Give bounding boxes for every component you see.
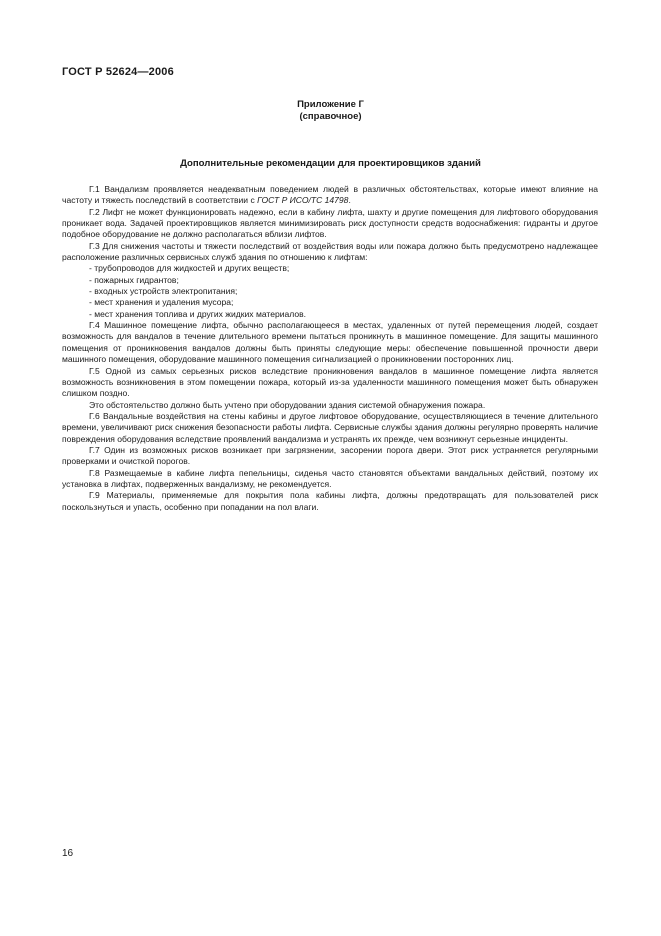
list-item: - пожарных гидрантов;: [89, 274, 179, 285]
paragraph-g1-end: .: [348, 195, 351, 206]
document-body: [62, 184, 598, 513]
paragraph-g2: Г.2 Лифт не может функционировать надежно, если в кабину лифта, шахту и другие помещения для лифтового оборудования проникает вода. Задачей проектировщиков является минимизировать риск доступности средств водоснабжения: гидранты и другое подобное оборудование не должно располагаться вблизи лифтов.: [62, 206, 598, 240]
paragraph-g5-note: Это обстоятельство должно быть учтено при оборудовании здания системой обнаружения пожара.: [89, 399, 486, 410]
paragraph-g1-text: Г.1 Вандализм проявляется неадекватным поведением людей в различных обстоятельствах, которые имеют влияние на частоту и тяжесть последствий в соответствии с: [62, 184, 598, 206]
appendix-heading: [0, 99, 661, 123]
list-item: - мест хранения топлива и других жидких материалов.: [89, 308, 306, 319]
paragraph-g9: Г.9 Материалы, применяемые для покрытия пола кабины лифта, должны предотвращать для пользователей риск поскользнуться и упасть, особенно при попадании на пол влаги.: [62, 490, 598, 512]
appendix-title: Приложение Г: [297, 99, 364, 110]
paragraph-g4: Г.4 Машинное помещение лифта, обычно располагающееся в местах, удаленных от путей перемещения людей, создает возможность для вандалов в течение длительного времени пытаться проникнуть в машинное помещение. Для защиты машинного помещения от проникновения вандалов должны быть приняты следующие меры: обеспечение повышенной прочности двери машинного помещения, оборудование машинного помещения сигнализацией о проникновении посторонних лиц.: [62, 320, 598, 365]
paragraph-g3: Г.3 Для снижения частоты и тяжести последствий от воздействия воды или пожара должно быть предусмотрено надлежащее расположение различных сервисных служб здания по отношению к лифтам:: [62, 240, 598, 263]
paragraph-g6: Г.6 Вандальные воздействия на стены кабины и другое лифтовое оборудование, осуществляющиеся в течение длительного времени, увеличивают риск снижения безопасности работы лифта. Сервисные службы здания должны регулярно проверять наличие повреждения оборудования вследствие проявлений вандализма и устранять их прежде, чем возникнут серьезные инциденты.: [62, 410, 598, 444]
page-number: 16: [62, 848, 74, 859]
paragraph-g5: Г.5 Одной из самых серьезных рисков вследствие проникновения вандалов в машинное помещение лифта является возможность возникновения в этом помещении пожара, который из-за удаленности машинного помещения может быть обнаружен слишком поздно.: [62, 365, 598, 399]
list-item: - мест хранения и удаления мусора;: [89, 297, 234, 308]
list-item: - входных устройств электропитания;: [89, 286, 238, 297]
appendix-subtitle: (справочное): [299, 111, 362, 122]
paragraph-g7: Г.7 Один из возможных рисков возникает при загрязнении, засорении порога двери. Этот риск устраняется регулярными проверками и очисткой порогов.: [62, 444, 598, 467]
list-item: - трубопроводов для жидкостей и других веществ;: [89, 263, 290, 274]
paragraph-g1: [62, 184, 598, 207]
standard-reference: ГОСТ Р ИСО/ТС 14798: [257, 195, 349, 206]
paragraph-g8: Г.8 Размещаемые в кабине лифта пепельницы, сиденья часто становятся объектами вандальных действий, поэтому их установка в лифтах, подверженных вандализму, не рекомендуется.: [62, 467, 598, 489]
section-title: Дополнительные рекомендации для проектировщиков зданий: [180, 158, 481, 169]
document-code: ГОСТ Р 52624—2006: [62, 66, 174, 78]
